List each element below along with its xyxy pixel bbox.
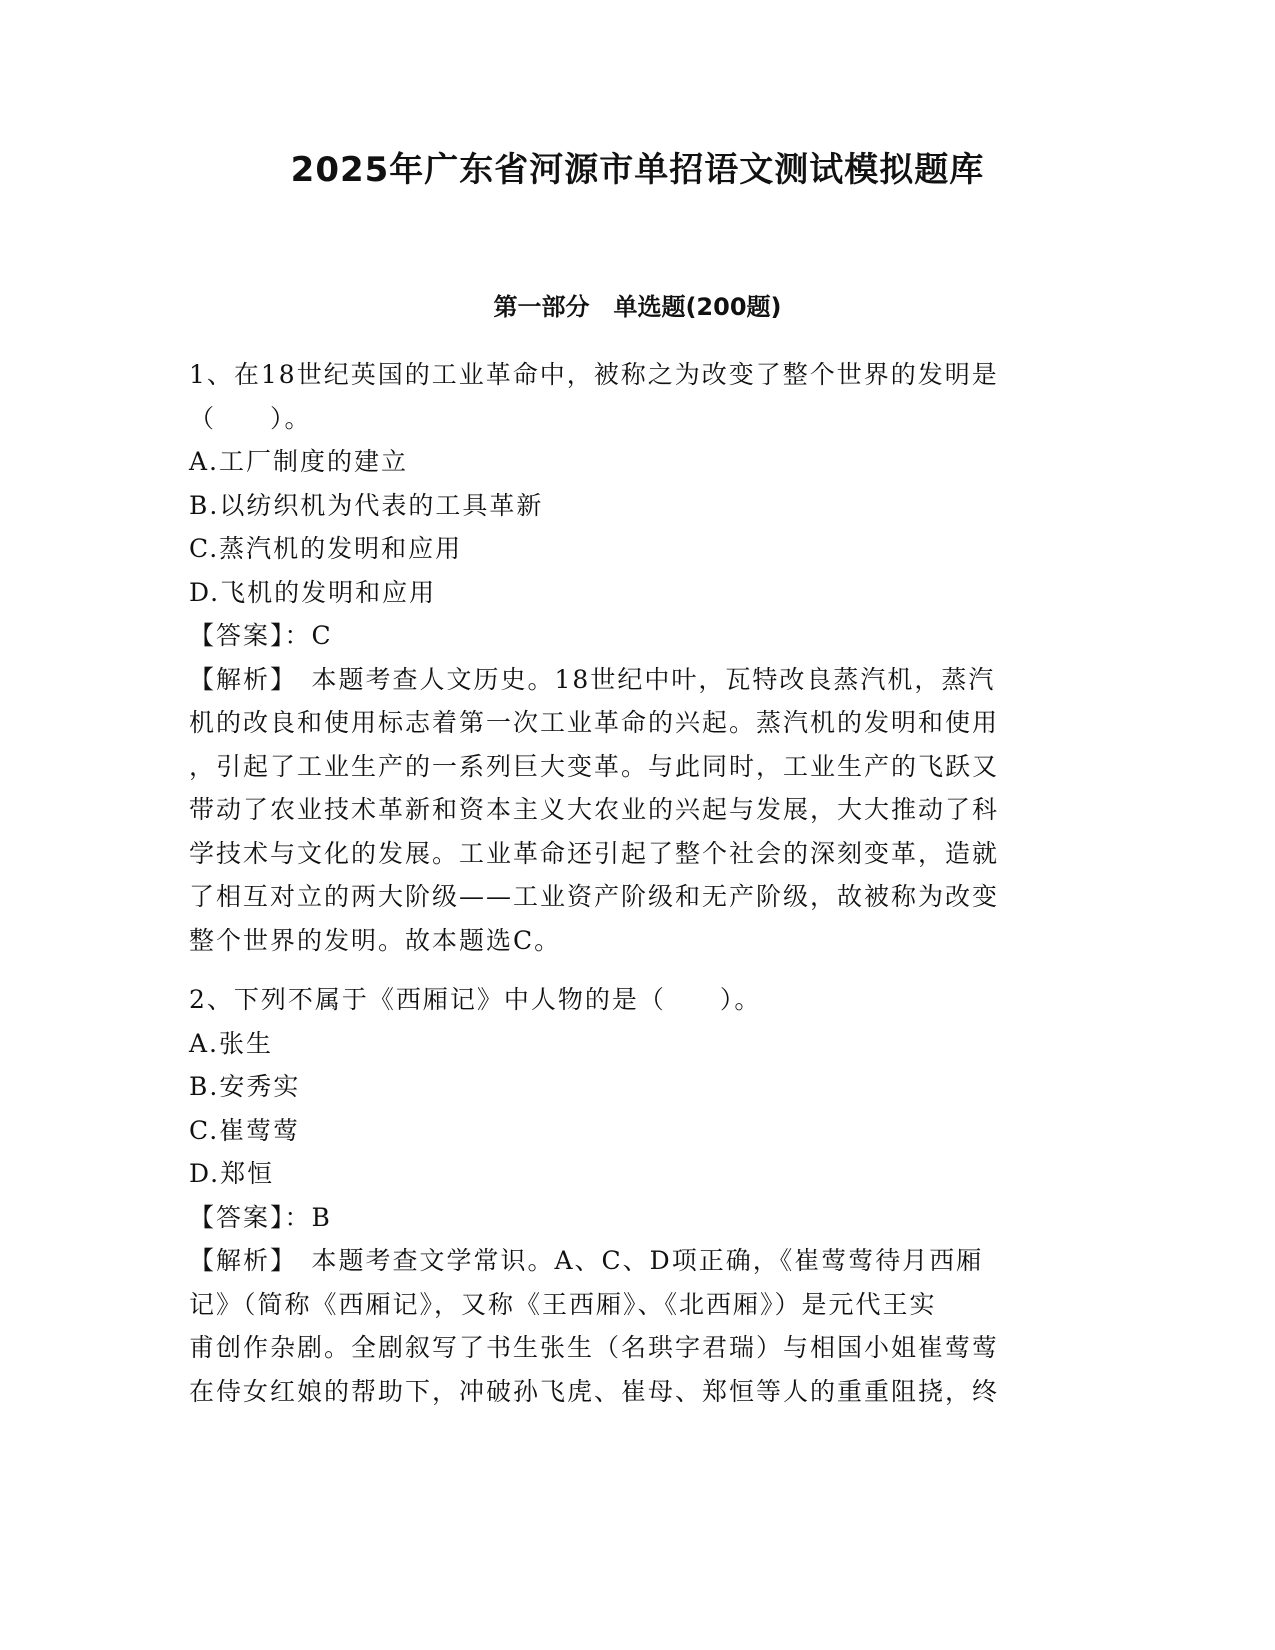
analysis-line: 【解析】 本题考查人文历史。18世纪中叶，瓦特改良蒸汽机，蒸汽 bbox=[189, 664, 996, 694]
analysis-line: 带动了农业技术革新和资本主义大农业的兴起与发展，大大推动了科 bbox=[189, 795, 1000, 824]
answer-line: 【答案】：C bbox=[189, 621, 333, 650]
option-a: A.工厂制度的建立 bbox=[189, 447, 409, 476]
question-2 bbox=[189, 978, 1069, 1413]
option-b: B.安秀实 bbox=[189, 1072, 301, 1101]
option-b: B.以纺织机为代表的工具革新 bbox=[189, 490, 544, 520]
section-title: 第一部分 单选题(200题) bbox=[493, 293, 782, 321]
option-d: D.飞机的发明和应用 bbox=[189, 577, 437, 607]
analysis-line: 整个世界的发明。故本题选C。 bbox=[189, 925, 562, 955]
analysis-line: 【解析】 本题考查文学常识。A、C、D项正确，《崔莺莺待月西厢 bbox=[189, 1246, 984, 1275]
question-separator bbox=[189, 962, 1069, 978]
question-stem-line: （ ）。 bbox=[189, 403, 312, 433]
question-list bbox=[189, 353, 1069, 1413]
answer-line: 【答案】：B bbox=[189, 1202, 332, 1232]
analysis-line: 机的改良和使用标志着第一次工业革命的兴起。蒸汽机的发明和使用 bbox=[189, 708, 1000, 737]
analysis-line: 了相互对立的两大阶级——工业资产阶级和无产阶级，故被称为改变 bbox=[189, 882, 1000, 911]
option-d: D.郑恒 bbox=[189, 1159, 275, 1188]
question-stem-line: 2、下列不属于《西厢记》中人物的是（ ）。 bbox=[189, 985, 762, 1014]
analysis-line: ，引起了工业生产的一系列巨大变革。与此同时，工业生产的飞跃又 bbox=[189, 751, 1000, 781]
analysis-line: 甫创作杂剧。全剧叙写了书生张生（名珙字君瑞）与相国小姐崔莺莺 bbox=[189, 1333, 1000, 1362]
analysis-line: 在侍女红娘的帮助下，冲破孙飞虎、崔母、郑恒等人的重重阻挠，终 bbox=[189, 1376, 1000, 1406]
option-c: C.崔莺莺 bbox=[189, 1115, 301, 1145]
question-stem-line: 1、在18世纪英国的工业革命中，被称之为改变了整个世界的发明是 bbox=[189, 360, 999, 389]
option-a: A.张生 bbox=[189, 1028, 274, 1058]
analysis-line: 学技术与文化的发展。工业革命还引起了整个社会的深刻变革，造就 bbox=[189, 838, 1000, 868]
option-c: C.蒸汽机的发明和应用 bbox=[189, 534, 463, 563]
analysis-line: 记》（简称《西厢记》，又称《王西厢》、《北西厢》）是元代王实 bbox=[189, 1289, 937, 1319]
document-title: 2025年广东省河源市单招语文测试模拟题库 bbox=[290, 150, 985, 190]
question-1 bbox=[189, 353, 1069, 962]
